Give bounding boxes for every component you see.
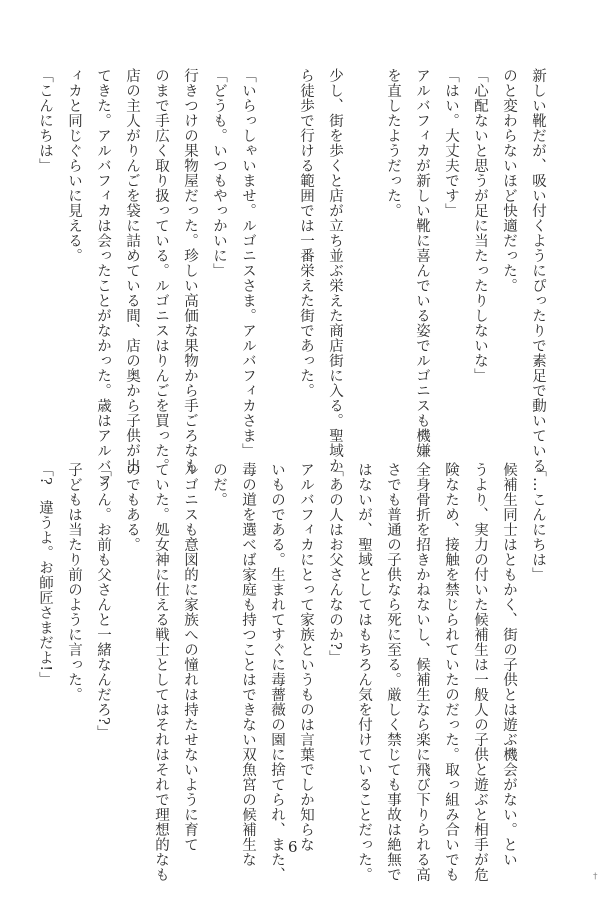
text-line: 「どうも。いつもやっかいに」: [211, 68, 227, 278]
text-line: 行きつけの果物屋だった。珍しい高価な果物から手ごろなも: [182, 68, 198, 473]
text-line: アルバフィカが新しい靴に喜んでいる姿でルゴニスも機嫌: [414, 68, 430, 458]
text-line: 「? 違うよ。お師匠さまだよ!」: [37, 462, 53, 687]
text-line: さでも普通の子供なら死に至る。厳しく禁じても事故は絶無で: [385, 462, 401, 882]
text-line: 「うん。お前も父さんと一緒なんだろ?」: [95, 462, 111, 741]
text-line: 「心配ないと思うが足に当たったりしないな」: [472, 68, 488, 383]
text-line: ィカと同じぐらいに見える。: [66, 68, 82, 263]
page-number: 6: [288, 838, 298, 856]
text-line: 「こんにちは」: [37, 68, 53, 173]
text-line: 新しい靴だが、吸い付くようにぴったりで素足で動いている: [530, 68, 546, 473]
text-line: のだ。: [211, 462, 227, 507]
text-line: ら徒歩で行ける範囲では一番栄えた街であった。: [298, 68, 314, 398]
text-line: アルバフィカにとって家族というものは言葉でしか知らな: [298, 462, 314, 852]
text-line: てきた。アルバフィカは会ったことがなかった。歳はアルバフ: [95, 68, 111, 488]
text-line: 全身骨折を招きかねないし、候補生なら楽に飛び下りられる高: [414, 462, 430, 882]
text-block-lower: [37, 462, 552, 882]
corner-mark: †: [593, 872, 598, 882]
text-line: はないが、聖域としてはもちろん気を付けていることだった。: [356, 462, 372, 882]
text-line: 「いらっしゃいませ。ルゴニスさま。アルバフィカさま」: [240, 68, 256, 458]
text-line: のまで手広く取り扱っている。ルゴニスはりんごを買った。: [153, 68, 169, 473]
text-line: 険なため、接触を禁じられていたのだった。取っ組み合いでも: [443, 462, 459, 882]
text-line: うより、実力の付いた候補生は一般人の子供と遊ぶと相手が危: [472, 462, 488, 882]
text-line: ていた。処女神に仕える戦士としてはそれはそれで理想的なも: [153, 462, 169, 882]
text-block-upper: [37, 68, 552, 488]
text-line: 「はい。大丈夫です」: [443, 68, 459, 218]
text-line: 店の主人がりんごを袋に詰めている間、店の奥から子供が出: [124, 68, 140, 473]
text-line: 「…こんにちは」: [530, 462, 546, 582]
text-line: 毒の道を選べば家庭も持つことはできない双魚宮の候補生な: [240, 462, 256, 867]
text-line: 少し、街を歩くと店が立ち並ぶ栄えた商店街に入る。聖域か: [327, 68, 343, 473]
text-line: ルゴニスも意図的に家族への憧れは持たせないように育て: [182, 462, 198, 852]
text-line: 子どもは当たり前のように言った。: [66, 462, 82, 702]
text-line: を直したようだった。: [385, 68, 401, 218]
text-line: 「あの人はお父さんなのか?」: [327, 462, 343, 666]
blank-line: [349, 68, 378, 488]
text-line: のと変わらないほど快適だった。: [501, 68, 517, 293]
text-line: いものである。生まれてすぐに毒薔薇の園に捨てられ、また、: [269, 462, 285, 882]
text-line: 候補生同士はともかく、街の子供とは遊ぶ機会がない。とい: [501, 462, 517, 867]
text-line: のでもある。: [124, 462, 140, 552]
blank-line: [262, 68, 291, 488]
